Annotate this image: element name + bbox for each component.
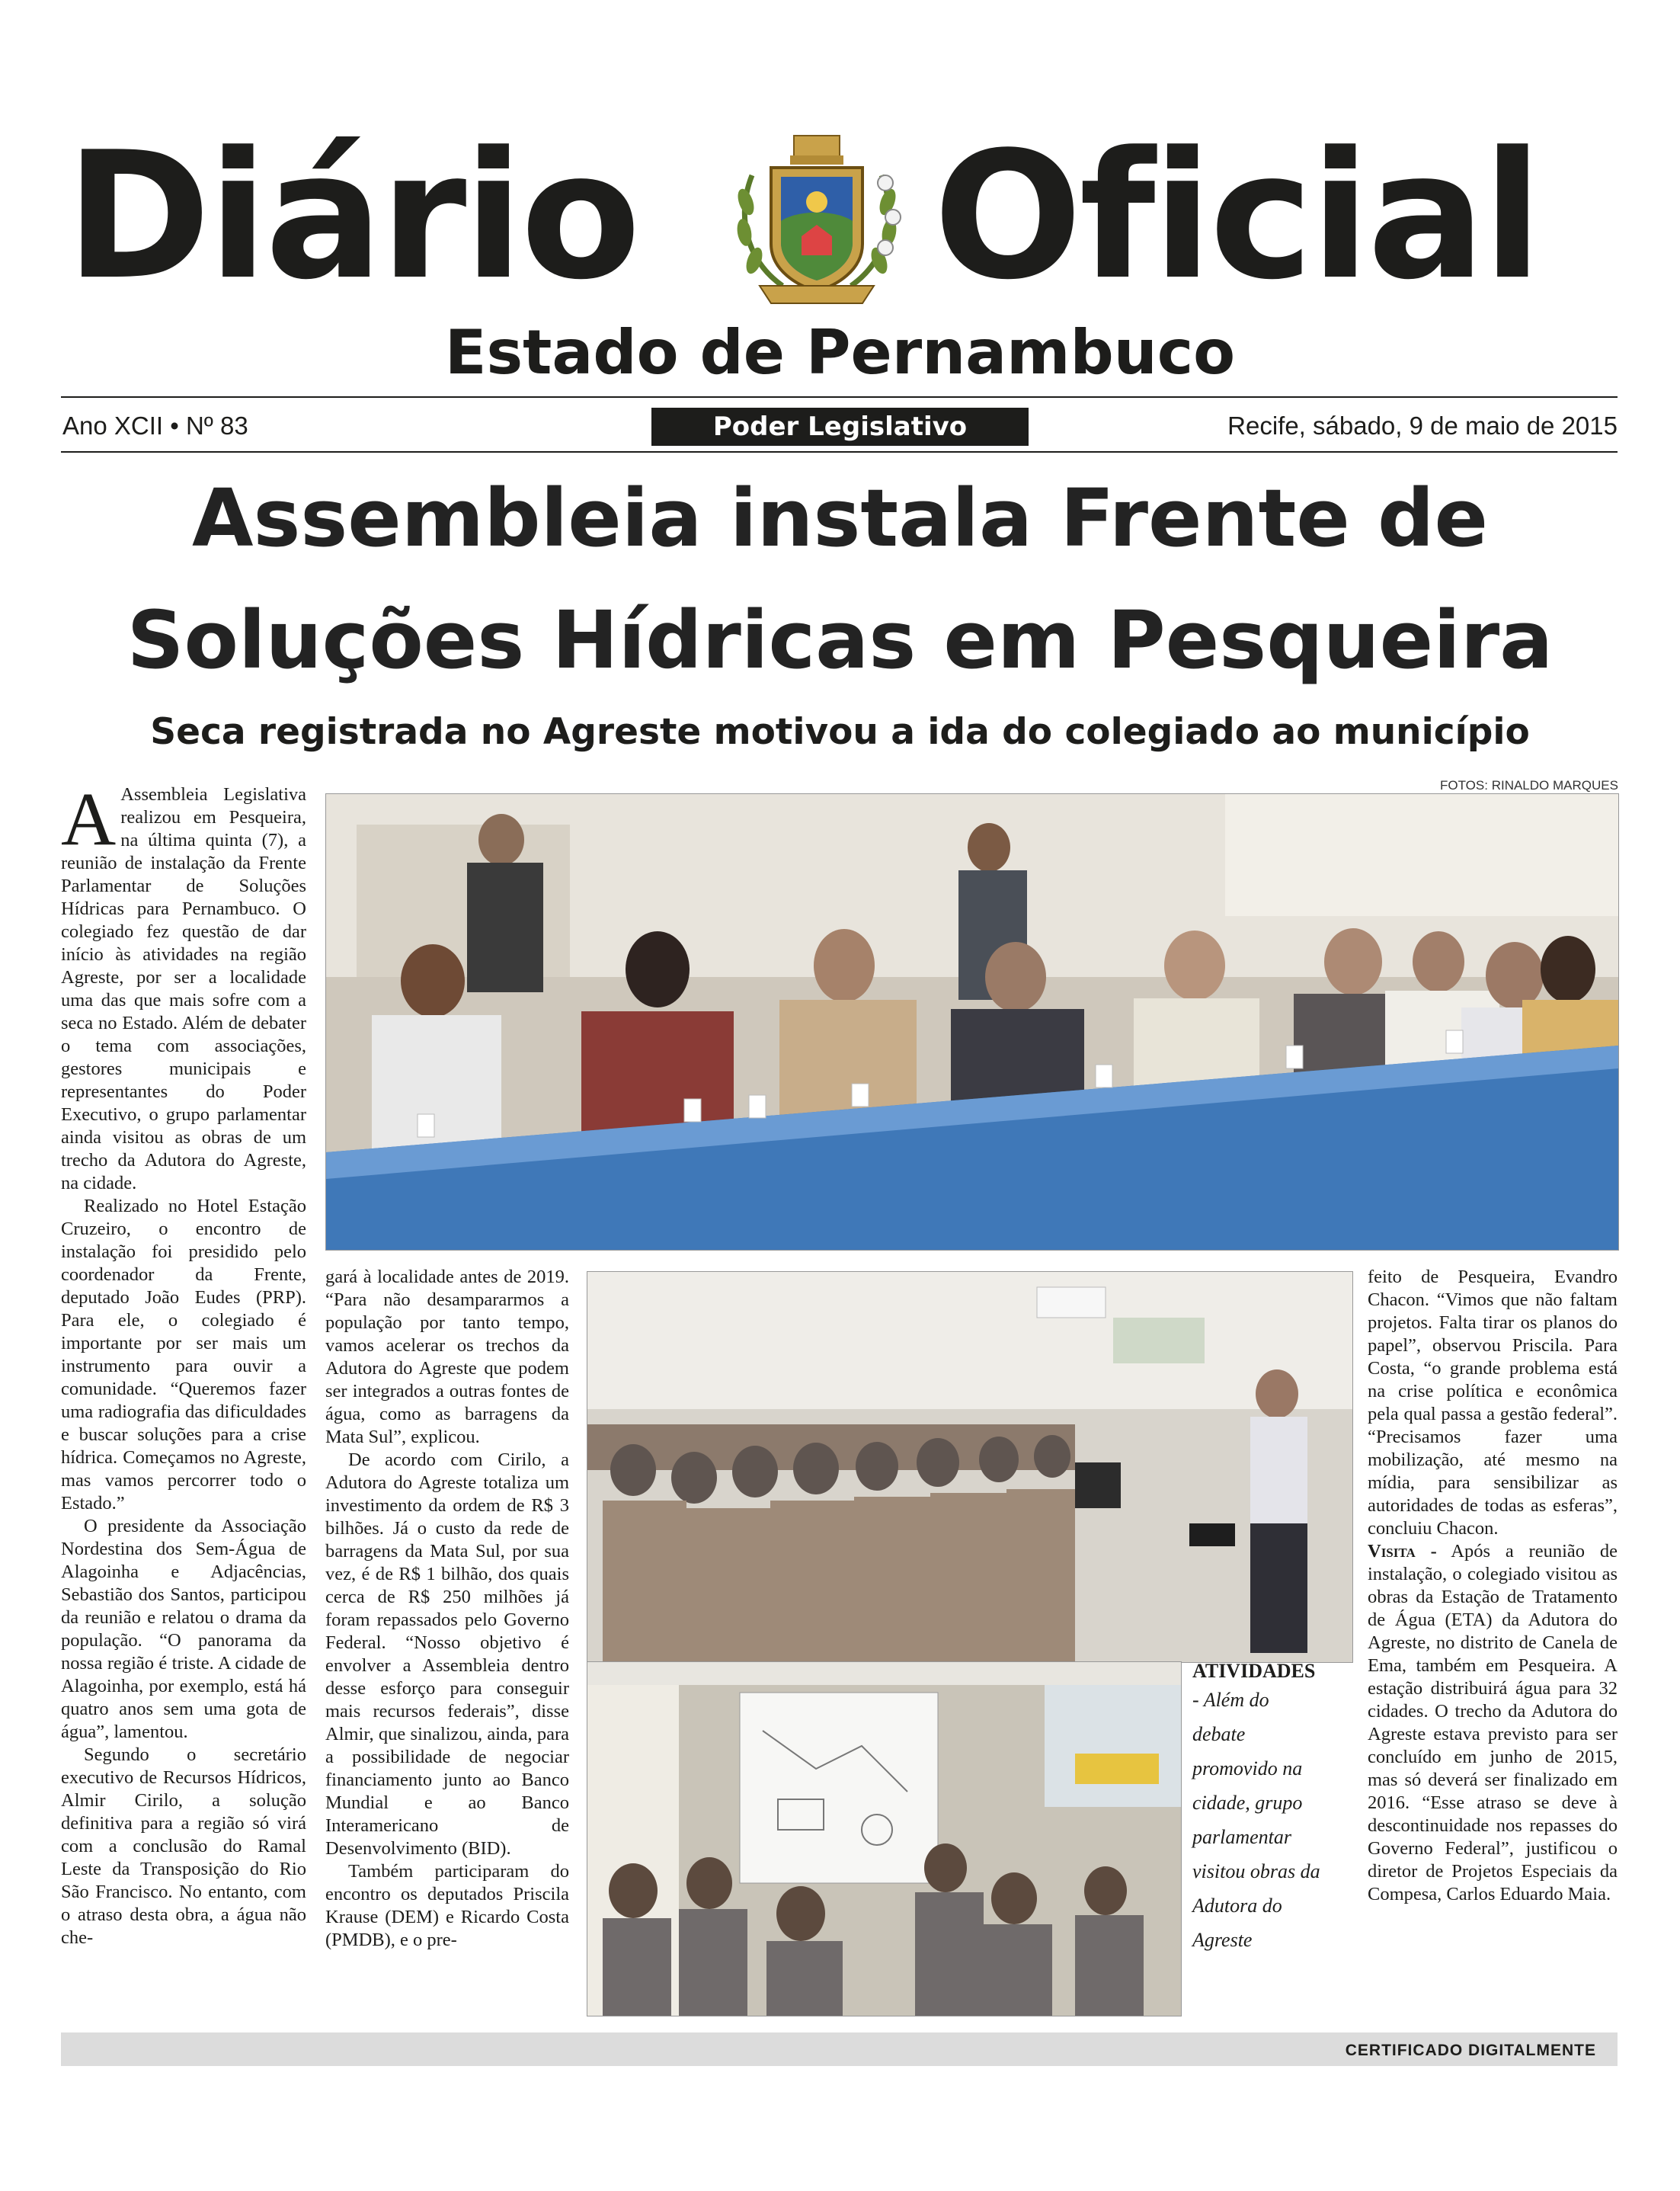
caption-body: - Além do debate promovido na cidade, grupo parlamentar visitou obras da Adutora do Agreste	[1192, 1689, 1320, 1951]
masthead-rule-top	[61, 396, 1618, 398]
col3-runin-visita: Visita -	[1368, 1541, 1437, 1562]
subheadline: Seca registrada no Agreste motivou a ida do colegiado ao município	[150, 711, 1530, 753]
headline-line-2: Soluções Hídricas em Pesqueira	[126, 594, 1554, 687]
section-label: Poder Legislativo	[651, 408, 1029, 446]
headline-line-1: Assembleia instala Frente de	[191, 472, 1489, 565]
article-column-2	[325, 1266, 569, 1952]
article-column-3	[1368, 1266, 1618, 1906]
col1-paragraph-3: O presidente da Associação Nordestina dos Sem-Água de Alagoinha e Adjacências, Sebastião dos Santos, participou da reunião e relatou o drama da população. “O panorama da nossa região é triste. A cidade de Alagoinha, por exemplo, está há quatro anos sem uma gota de água”, lamentou.	[61, 1516, 306, 1742]
site-visit-photo	[587, 1661, 1182, 2016]
photo-credit: FOTOS: RINALDO MARQUES	[1440, 778, 1618, 793]
col2-paragraph-2: De acordo com Cirilo, a Adutora do Agreste totaliza um investimento da ordem de R$ 3 bilhões. Já o custo da rede de barragens da Mata Sul, por sua vez, é de R$ 1 bilhão, dos quais cerca de R$ 250 milhões já foram repassados pelo Governo Federal. “Nosso objetivo é envolver a Assembleia dentro desse esforço para conseguir mais recursos federais”, disse Almir, que sinalizou, ainda, para a possibilidade de negociar financiamento junto ao Banco Mundial e ao Banco Interamericano de Desenvolvimento (BID).	[325, 1449, 569, 1859]
col1-paragraph-1: Assembleia Legislativa realizou em Pesqueira, na última quinta (7), a reunião de instalação da Frente Parlamentar de Soluções Hídricas para Pernambuco. O colegiado fez questão de dar início às atividades na região Agreste, por ser a localidade uma das que mais sofre com a seca no Estado. Além de debater o tema com associações, gestores municipais e representantes do Poder Executivo, o grupo parlamentar ainda visitou as obras de um trecho da Adutora do Agreste, na cidade.	[61, 784, 306, 1193]
col2-paragraph-1: gará à localidade antes de 2019. “Para não desampararmos a população por tanto tempo, vamos acelerar os trechos da Adutora do Agreste que podem ser integrados a outras fontes de água, como as barragens da Mata Sul”, explicou.	[325, 1267, 569, 1447]
issue-number: Ano XCII • Nº 83	[62, 412, 248, 440]
col3-paragraph-2: Após a reunião de instalação, o colegiado visitou as obras da Estação de Tratamento de Água (ETA) da Adutora do Agreste, no distrito de Canela de Ema, também em Pesqueira. A estação distribuirá água para 32 cidades. O trecho da Adutora do Agreste estava previsto para ser concluído em junho de 2015, mas só deverá ser finalizado em 2016. “Esse atraso se deve à descontinuidade nos repasses do Governo Federal”, justificou o diretor de Projetos Especiais da Compesa, Carlos Eduardo Maia.	[1368, 1541, 1618, 1904]
masthead-subtitle: Estado de Pernambuco	[444, 317, 1236, 388]
dateline: Recife, sábado, 9 de maio de 2015	[1227, 412, 1618, 440]
col1-paragraph-2: Realizado no Hotel Estação Cruzeiro, o encontro de instalação foi presidido pelo coordenador da Frente, deputado João Eudes (PRP). Para ele, o colegiado é importante por ser mais um instrumento para ouvir a comunidade. “Queremos fazer uma radiografia das dificuldades e buscar soluções para a crise hídrica. Começamos no Agreste, mas vamos percorrer todo o Estado.”	[61, 1196, 306, 1514]
col2-paragraph-3: Também participaram do encontro os deputados Priscila Krause (DEM) e Ricardo Costa (PMDB), e o pre-	[325, 1861, 569, 1950]
coat-of-arms-emblem	[729, 130, 904, 309]
footer-band	[61, 2032, 1618, 2066]
caption-title: ATIVIDADES	[1192, 1660, 1316, 1682]
masthead-title-right: Oficial	[933, 115, 1540, 319]
col1-paragraph-4: Segundo o secretário executivo de Recursos Hídricos, Almir Cirilo, a solução definitiva para a região só virá com a conclusão do Ramal Leste da Transposição do Rio São Francisco. No entanto, com o atraso desta obra, a água não che-	[61, 1744, 306, 1948]
masthead-title-left: Diário	[66, 115, 638, 319]
article-column-1	[61, 777, 306, 1949]
masthead-rule-bottom	[61, 451, 1618, 453]
certification-label: CERTIFICADO DIGITALMENTE	[1345, 2042, 1596, 2059]
photo-caption	[1192, 1660, 1326, 1957]
main-photo-deputies-table	[325, 793, 1619, 1251]
drop-cap: A	[61, 777, 117, 861]
audience-photo	[587, 1271, 1353, 1663]
col3-paragraph-1: feito de Pesqueira, Evandro Chacon. “Vimos que não faltam projetos. Falta tirar os planos do papel”, observou Priscila. Para Costa, “o grande problema está na crise política e econômica pela qual passa a gestão federal”. “Precisamos fazer uma mobilização, até mesmo na mídia, para sensibilizar as autoridades de todas as esferas”, concluiu Chacon.	[1368, 1267, 1618, 1539]
